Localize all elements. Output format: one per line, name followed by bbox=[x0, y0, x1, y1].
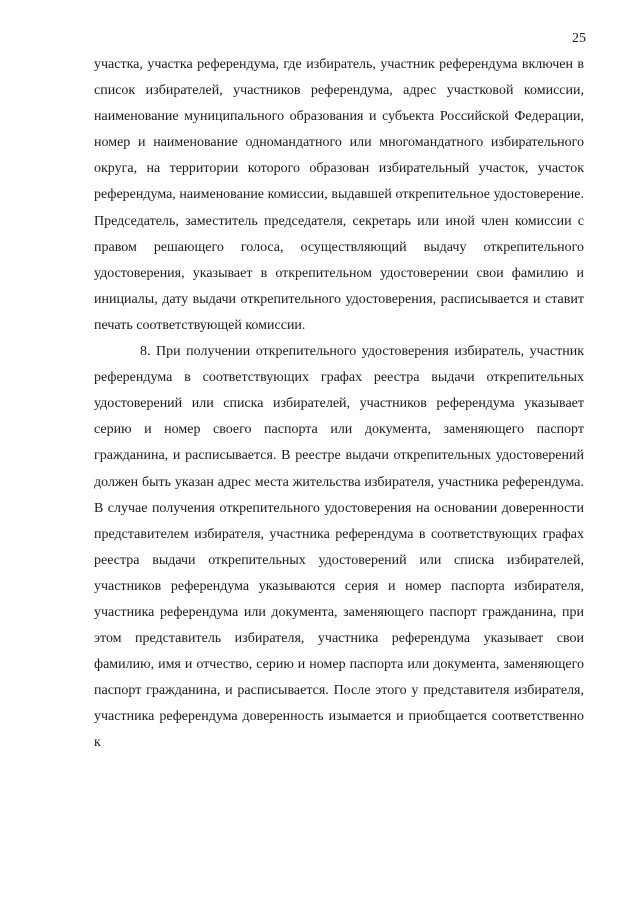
paragraph-item-8: 8. При получении открепительного удостоверения избиратель, участник референдума в соответствующих графах реестра выдачи открепительных удостоверений или списка избирателей, участников референдума указывает серию и номер своего паспорта или документа, заменяющего паспорт гражданина, и расписывается. В реестре выдачи открепительных удостоверений должен быть указан адрес места жительства избирателя, участника референдума. В случае получения открепительного удостоверения на основании доверенности представителем избирателя, участника референдума в соответствующих графах реестра выдачи открепительных удостоверений или списка избирателей, участников референдума указываются серия и номер паспорта избирателя, участника референдума или документа, заменяющего паспорт гражданина, при этом представитель избирателя, участника референдума указывает свои фамилию, имя и отчество, серию и номер паспорта или документа, заменяющего паспорт гражданина, и расписывается. После этого у представителя избирателя, участника референдума доверенность изымается и приобщается соответственно к bbox=[94, 344, 584, 751]
paragraph-continuation: участка, участка референдума, где избиратель, участник референдума включен в список избирателей, участников референдума, адрес участковой комиссии, наименование муниципального образования и субъекта Российской Федерации, номер и наименование одномандатного или многомандатного избирательного округа, на территории которого образован избирательный участок, участок референдума, наименование комиссии, выдавшей открепительное удостоверение. Председатель, заместитель председателя, секретарь или иной член комиссии с правом решающего голоса, осуществляющий выдачу открепительного удостоверения, указывает в открепительном удостоверении свои фамилию и инициалы, дату выдачи открепительного удостоверения, расписывается и ставит печать соответствующей комиссии. bbox=[94, 57, 584, 333]
page-number: 25 bbox=[572, 31, 586, 46]
document-body bbox=[94, 52, 584, 757]
